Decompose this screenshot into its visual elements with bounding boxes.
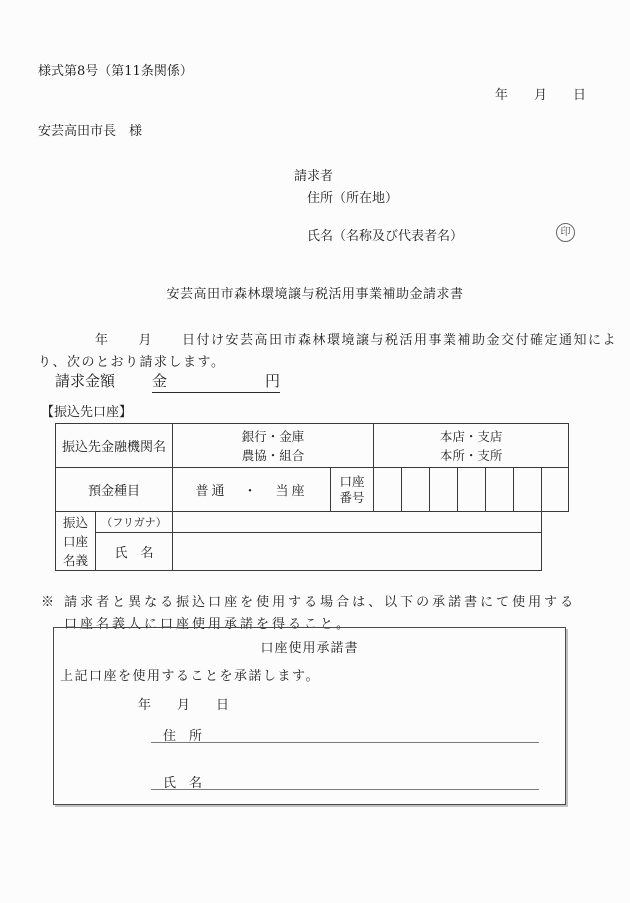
consent-address-label: 住 所 [163,729,203,744]
consent-body-text: 上記口座を使用することを承諾します。 [60,669,320,684]
holder-name-field[interactable] [173,533,542,571]
bank-type-option-2: 農協・組合 [241,447,305,463]
branch-name-field[interactable] [374,424,569,468]
account-number-digit-cell[interactable] [486,468,514,512]
holder-section-label [56,512,96,571]
holder-label-line2: 口座 [62,533,88,549]
consent-box [53,627,566,805]
account-number-label [331,468,374,512]
branch-option-2: 本所・支所 [439,447,503,463]
account-number-digit-cell[interactable] [402,468,430,512]
account-number-digit-cell[interactable] [542,468,569,512]
account-number-label-line1: 口座 [339,473,365,489]
document-title: 安芸高田市森林環境譲与税活用事業補助金請求書 [166,287,464,302]
holder-label-line3: 名義 [62,552,88,568]
date-blank-line: 年 月 日 [495,88,587,103]
consent-address-field[interactable] [151,725,539,743]
deposit-type-label: 預金種目 [56,468,173,512]
deposit-type-options: 普通 ・ 当座 [173,468,331,512]
consent-name-field[interactable] [151,772,539,790]
seal-mark-icon: 印 [556,223,575,242]
body-text-line1: 年 月 日付け安芸高田市森林環境譲与税活用事業補助金交付確定通知によ [95,333,618,348]
note-line1: ※ 請求者と異なる振込口座を使用する場合は、以下の承諾書にて使用する [41,595,577,610]
bank-type-option-1: 銀行・金庫 [241,428,305,444]
claim-amount-field[interactable] [152,370,280,393]
addressee-line: 安芸高田市長 様 [38,124,143,139]
consent-box-title: 口座使用承諾書 [260,641,359,656]
claimant-address-label: 住所（所在地） [307,191,399,206]
bank-name-label: 振込先金融機関名 [56,424,173,468]
claimant-label: 請求者 [294,169,334,184]
amount-suffix-label: 円 [265,372,281,390]
bank-account-table [55,423,569,571]
holder-label-line1: 振込 [62,514,88,530]
consent-date-blank-line: 年 月 日 [138,698,230,713]
body-text-line2: り、次のとおり請求します。 [38,355,226,370]
claim-amount-row [55,370,280,393]
note-line2: 口座名義人に口座使用承諾を得ること。 [64,617,353,632]
amount-prefix-label: 金 [152,372,168,390]
account-number-digit-cell[interactable] [374,468,402,512]
furigana-label: （フリガナ） [96,512,173,533]
holder-name-label: 氏 名 [96,533,173,571]
account-number-digit-cell[interactable] [514,468,542,512]
form-number: 様式第8号（第11条関係） [38,64,193,79]
branch-option-1: 本店・支店 [439,428,503,444]
account-section-label: 【振込先口座】 [41,405,133,420]
claimant-name-label: 氏名（名称及び代表者名） [307,229,464,244]
bank-name-field[interactable] [173,424,374,468]
furigana-field[interactable] [173,512,542,533]
account-number-digit-cell[interactable] [430,468,458,512]
account-number-label-line2: 番号 [339,489,365,505]
account-number-digit-cell[interactable] [458,468,486,512]
consent-name-label: 氏 名 [163,776,203,791]
claim-amount-label: 請求金額 [55,372,116,390]
